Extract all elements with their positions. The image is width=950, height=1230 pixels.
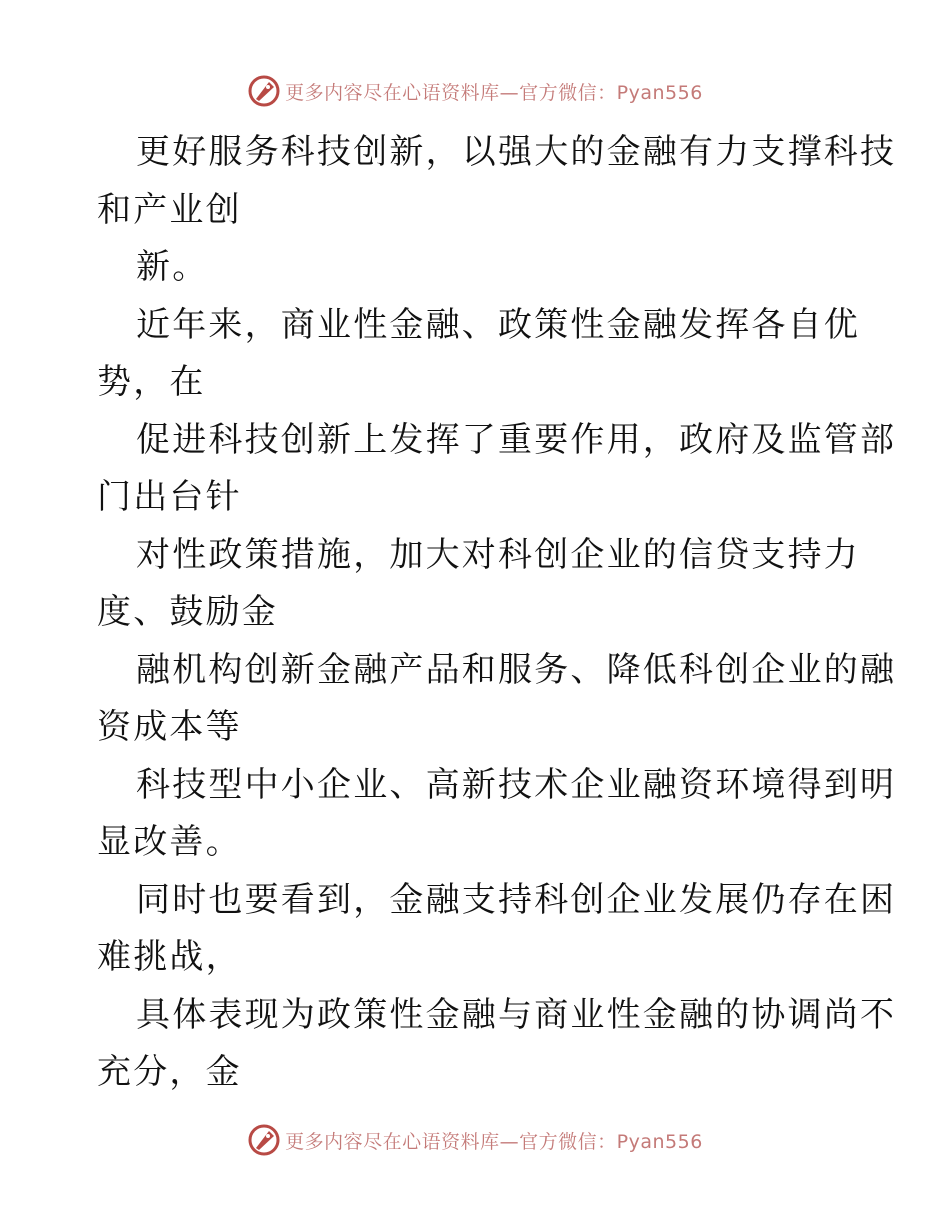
paragraph (0, 757, 950, 872)
paragraph-line: 同时也要看到，金融支持科创企业发展仍存在困 (136, 879, 897, 920)
paragraph-line: 对性政策措施，加大对科创企业的信贷支持力 (136, 534, 860, 575)
paragraph (0, 412, 950, 527)
paragraph-line: 势，在 (97, 362, 206, 402)
paragraph-line: 显改善。 (97, 822, 242, 862)
pen-nib-logo-icon (247, 74, 281, 108)
paragraph (0, 642, 950, 757)
paragraph (0, 527, 950, 642)
paragraph-line: 科技型中小企业、高新技术企业融资环境得到明 (136, 764, 897, 805)
header-banner (0, 73, 950, 109)
paragraph-line: 更好服务科技创新，以强大的金融有力支撑科技 (136, 132, 897, 172)
paragraph (0, 297, 950, 412)
paragraph (0, 987, 950, 1102)
footer-banner (0, 1122, 950, 1158)
banner-text: 更多内容尽在心语资料库—官方微信：Pyan556 (285, 81, 703, 104)
document-body (0, 124, 950, 1102)
banner-text: 更多内容尽在心语资料库—官方微信：Pyan556 (285, 1130, 703, 1153)
paragraph-line: 近年来，商业性金融、政策性金融发挥各自优 (136, 304, 860, 345)
paragraph-line: 和产业创 (97, 189, 242, 230)
paragraph-line: 难挑战， (97, 937, 242, 977)
paragraph-line: 融机构创新金融产品和服务、降低科创企业的融 (136, 649, 897, 690)
pen-nib-logo-icon (247, 1123, 281, 1157)
paragraph (0, 872, 950, 987)
paragraph (0, 239, 950, 297)
paragraph-line: 充分，金 (97, 1052, 242, 1092)
paragraph-line: 新。 (136, 247, 209, 287)
paragraph-line: 资成本等 (97, 707, 242, 747)
paragraph-line: 促进科技创新上发挥了重要作用，政府及监管部 (136, 419, 897, 460)
paragraph-line: 门出台针 (97, 477, 242, 517)
paragraph (0, 124, 950, 239)
paragraph-line: 度、鼓励金 (97, 592, 278, 632)
paragraph-line: 具体表现为政策性金融与商业性金融的协调尚不 (136, 994, 897, 1035)
